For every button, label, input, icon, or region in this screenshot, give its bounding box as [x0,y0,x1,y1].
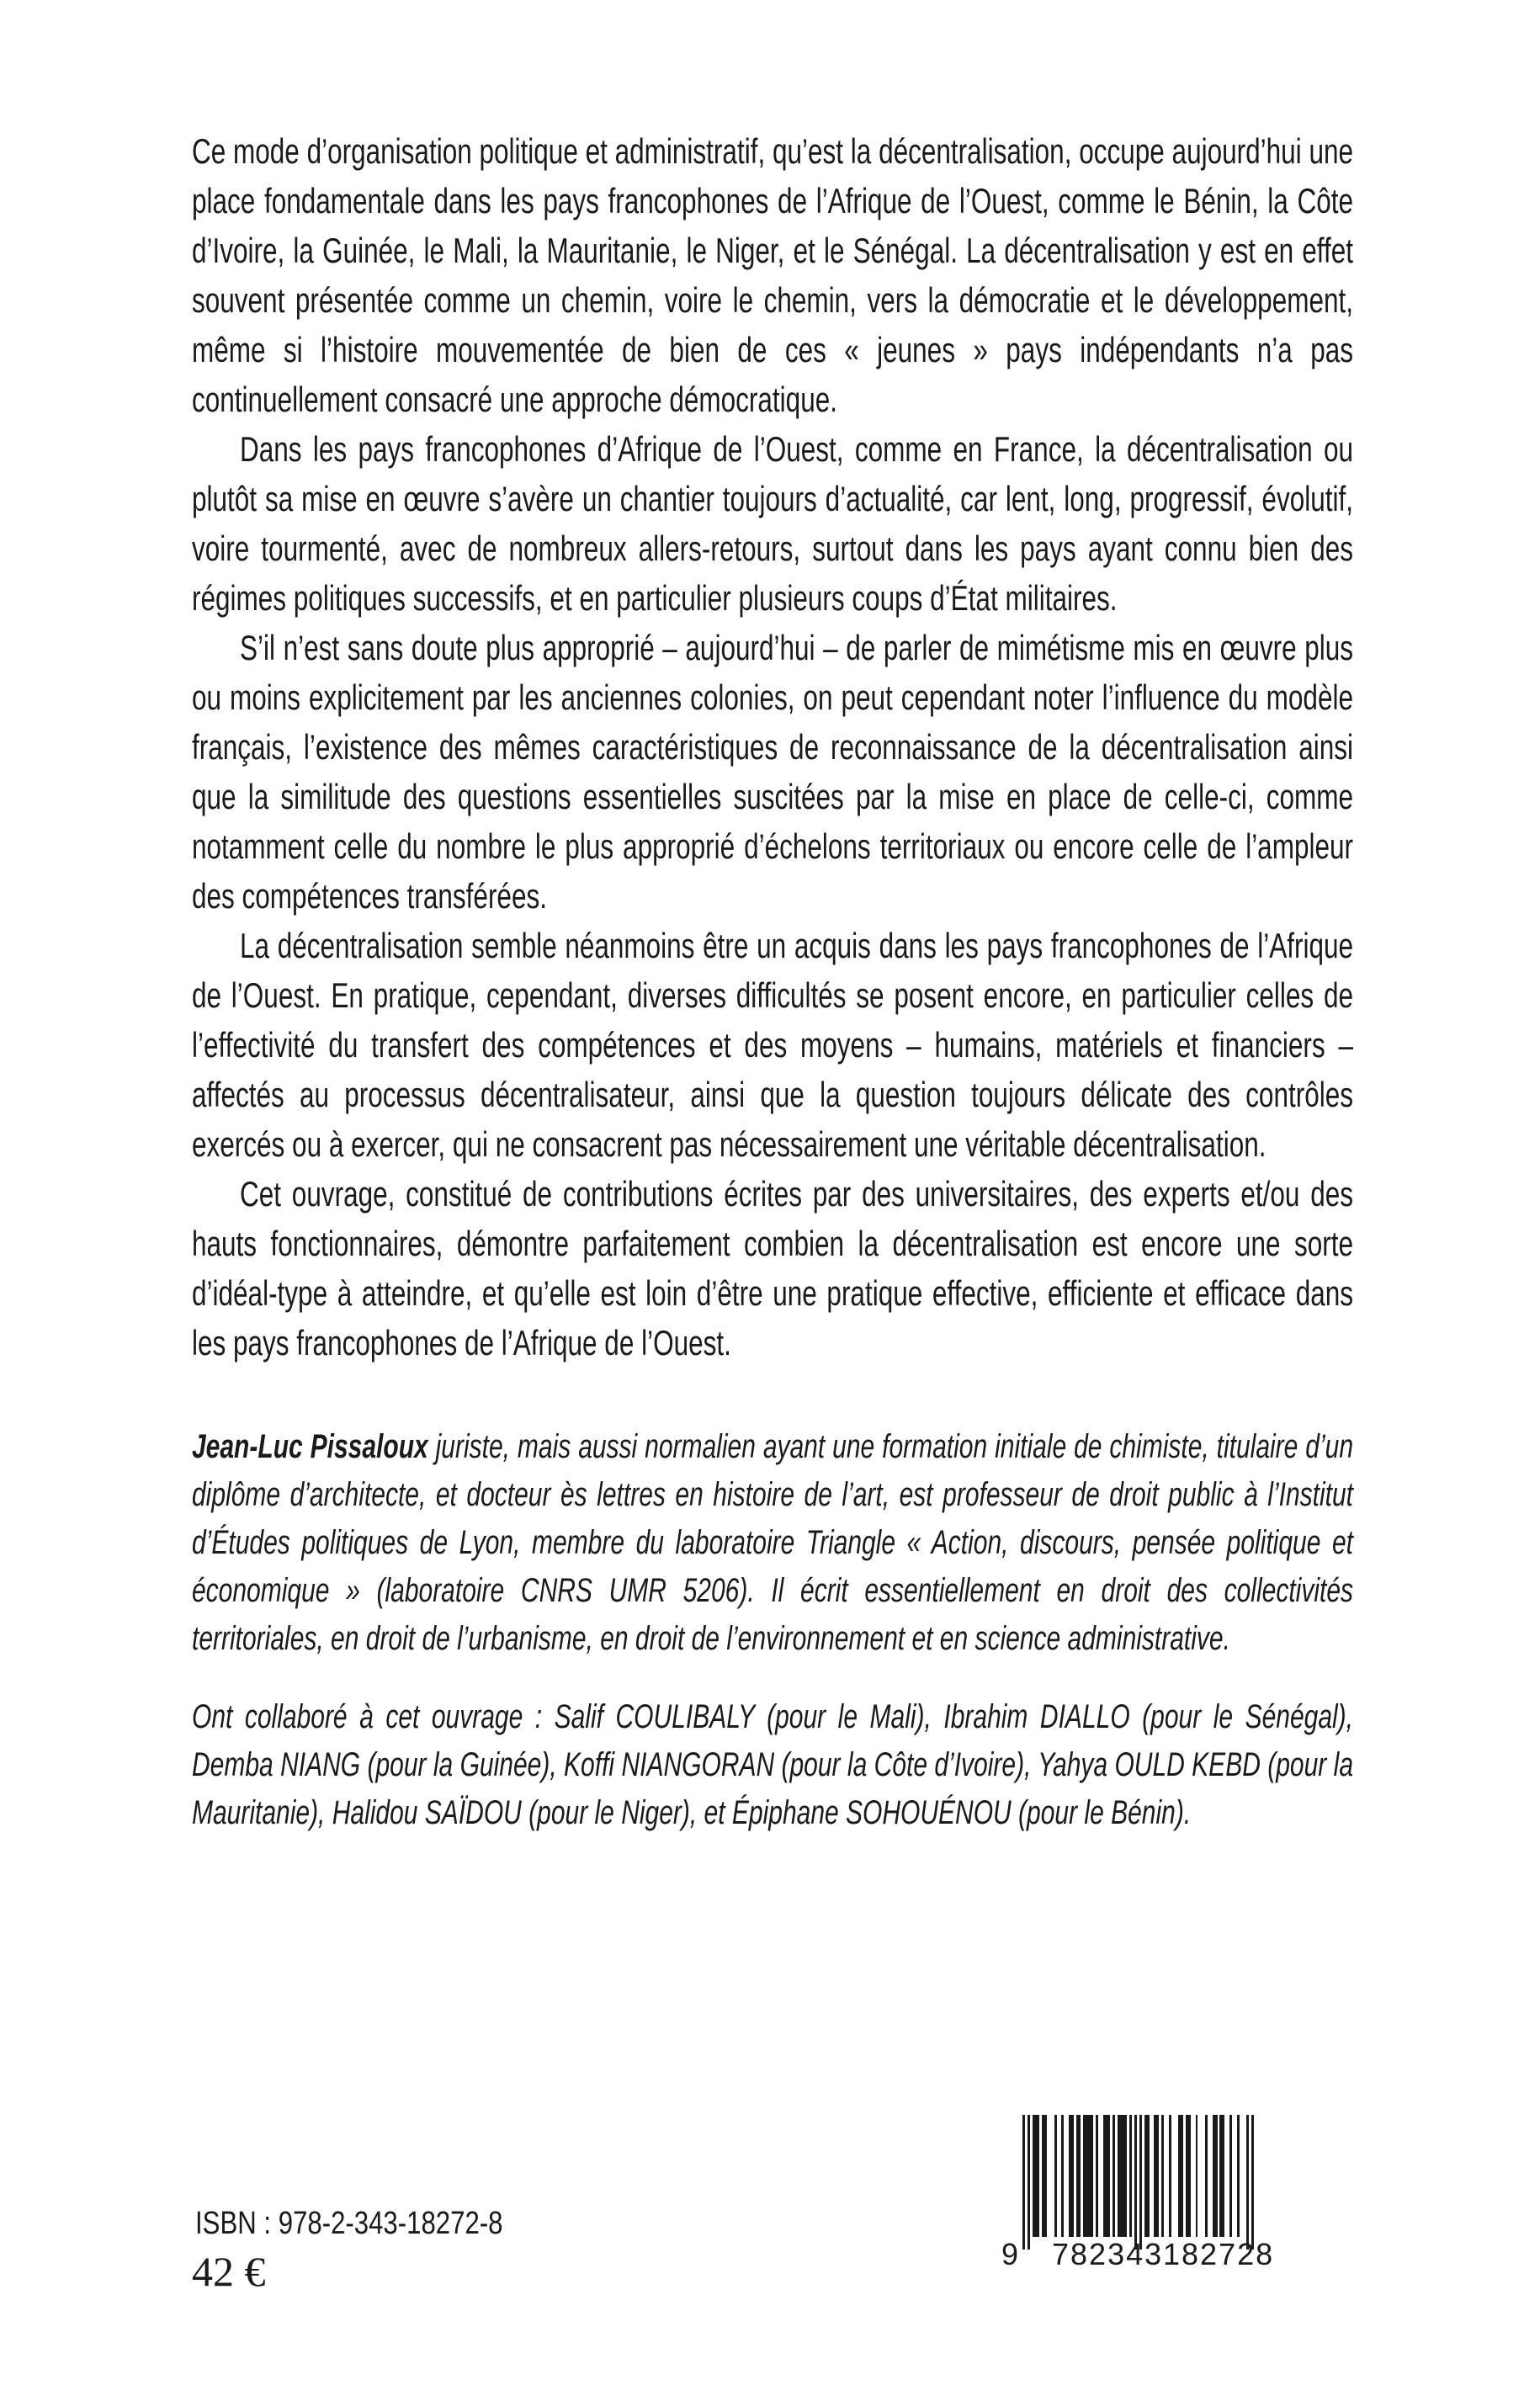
barcode-bar [1054,2115,1057,2237]
barcode-bar [1251,2115,1254,2250]
barcode-bar [1139,2115,1142,2250]
barcode-bar [1246,2115,1249,2250]
barcode-bar [1178,2115,1183,2237]
barcode-digit-first: 9 [1001,2237,1019,2271]
barcode-bar [1083,2115,1093,2237]
barcode-bar [1186,2115,1191,2237]
author-bio [192,1423,1353,1663]
barcode-bar [1213,2115,1218,2237]
price-text: 42 € [192,2248,266,2295]
barcode-bar [1144,2115,1150,2237]
barcode-bar [1076,2115,1081,2237]
barcode-bar [1042,2115,1047,2237]
barcode-bar [1069,2115,1074,2237]
body-paragraph-1: Ce mode d’organisation politique et administratif, qu’est la décentralisation, occupe aujourd’hui une place fondamentale dans les pays francophones de l’Afrique de l’Ouest, comme le Bénin, la Côte d’Ivoire, la Guinée, le Mali, la Mauritanie, le Niger, et le Sénégal. La décentralisation y est en effet souvent présentée comme un chemin, voire le chemin, vers la démocratie et le développement, même si l’histoire mouvementée de bien de ces « jeunes » pays indépendants n’a pas continuellement consacré une approche démocratique. [192,131,1353,419]
back-cover-text-column [192,126,1353,1837]
body-paragraph-5: Cet ouvrage, constitué de contributions écrites par des universitaires, des experts et/ou des hauts fonctionnaires, démontre parfaitement combien la décentralisation est encore une sorte d’idéal-type à atteindre, et qu’elle est loin d’être une pratique effective, efficiente et efficace dans les pays francophones de l’Afrique de l’Ouest. [192,1174,1353,1362]
author-name: Jean-Luc Pissaloux [192,1428,428,1465]
barcode-digits-left: 782343 [1052,2237,1164,2271]
barcode-bar [1205,2115,1208,2237]
author-bio-text: juriste, mais aussi normalien ayant une formation initiale de chimiste, titulaire d’un diplôme d’architecte, et docteur ès lettres en histoire de l’art, est professeur de droit public à l’Institut d’Études politiques de Lyon, membre du laboratoire Triangle « Action, discours, pensée politique et économique » (laboratoire CNRS UMR 5206). Il écrit essentiellement en droit des collectivités territoriales, en droit de l’urbanisme, en droit de l’environnement et en science administrative. [192,1428,1354,1657]
barcode-bars [1022,2115,1254,2250]
barcode-digits-right: 182728 [1163,2237,1275,2271]
barcode-bar [1061,2115,1064,2237]
barcode-bar [1237,2115,1240,2237]
barcode-bar [1118,2115,1128,2237]
isbn-text: ISBN : 978-2-343-18272-8 [195,2206,503,2241]
barcode-bar [1134,2115,1137,2250]
body-paragraph-2: Dans les pays francophones d’Afrique de l’Ouest, comme en France, la décentralisation ou plutôt sa mise en œuvre s’avère un chantier toujours d’actualité, car lent, long, progressif, évolutif, voire tourmenté, avec de nombreux allers-retours, surtout dans les pays ayant connu bien des régimes politiques successifs, et en particulier plusieurs coups d’État militaires. [192,429,1353,618]
body-paragraph-4: La décentralisation semble néanmoins être un acquis dans les pays francophones de l’Afrique de l’Ouest. En pratique, cependant, diverses difficultés se posent encore, en particulier celles de l’effectivité du transfert des compétences et des moyens – humains, matériels et financiers – affectés au processus décentralisateur, ainsi que la question toujours délicate des contrôles exercés ou à exercer, qui ne consacrent pas nécessairement une véritable décentralisation. [192,926,1353,1164]
barcode-bar [1219,2115,1224,2237]
barcode-bar [1022,2115,1025,2250]
barcode-bar [1028,2115,1030,2250]
body-paragraph-3: S’il n’est sans doute plus approprié – aujourd’hui – de parler de mimétisme mis en œuvre plus ou moins explicitement par les anciennes colonies, on peut cependant noter l’influence du modèle français, l’existence des mêmes caractéristiques de reconnaissance de la décentralisation ainsi que la similitude des questions essentielles suscitées par la mise en place de celle-ci, comme notamment celle du nombre le plus approprié d’échelons territoriaux ou encore celle de l’ampleur des compétences transférées. [192,628,1353,916]
contributors-paragraph: Ont collaboré à cet ouvrage : Salif COULIBALY (pour le Mali), Ibrahim DIALLO (pour le Sénégal), Demba NIANG (pour la Guinée), Koffi NIANGORAN (pour la Côte d’Ivoire), Yahya OULD KEBD (pour la Mauritanie), Halidou SAÏDOU (pour le Niger), et Épiphane SOHOUÉNOU (pour le Bénin). [192,1698,1353,1831]
barcode-bar [1113,2115,1115,2237]
barcode-bar [1154,2115,1159,2237]
barcode-bar [1229,2115,1232,2237]
barcode-bar [1033,2115,1040,2237]
barcode-bar [1161,2115,1164,2237]
barcode-bar [1096,2115,1098,2237]
barcode-bar [1103,2115,1111,2237]
barcode-bar [1169,2115,1171,2237]
ean13-barcode [1001,2115,1275,2271]
barcode-bar [1129,2115,1132,2237]
barcode-bar [1196,2115,1198,2237]
